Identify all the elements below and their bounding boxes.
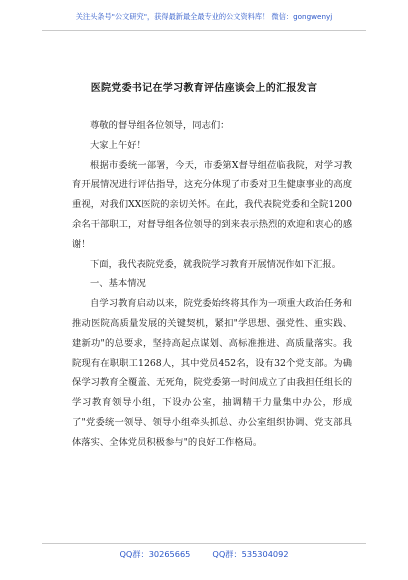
header-divider (42, 30, 366, 31)
footer-divider (42, 543, 366, 544)
section-heading: 一、基本情况 (90, 278, 146, 290)
salutation: 尊敬的督导组各位领导，同志们： (90, 120, 230, 131)
paragraph-basic-info: 自学习教育启动以来，院党委始终将其作为一项重大政治任务和推动医院高质量发展的关键契机，紧扣"学思想、强党性、重实践、建新功"的总要求，坚持高起点谋划、高标准推进、高质量落实。我院现有在职职工1268人，其中党员452名，设有32个党支部。为确保学习教育全覆盖、无死角，院党委第一时间成立了由我担任组长的学习教育领导小组，下设办公室，抽调精干力量集中办公，形成了"党委统一领导、领导小组牵头抓总、办公室组织协调、党支部具体落实、全体党员积极参与"的良好工作格局。 (72, 298, 352, 448)
greeting: 大家上午好！ (90, 139, 146, 151)
top-banner: 关注头条号"公文研究"，获得最新最全最专业的公文资料库！ 微信：gongwenyj (75, 12, 333, 21)
footer-qq-group-1: QQ群：30265665 (119, 549, 191, 559)
paragraph-transition: 下面，我代表院党委，就我院学习教育开展情况作如下汇报。 (90, 258, 342, 270)
paragraph-intro: 根据市委统一部署，今天，市委第X督导组莅临我院，对学习教育开展情况进行评估指导，这充分体现了市委对卫生健康事业的高度重视，对我们XX医院的亲切关怀。在此，我代表院党委和全院1200余名干部职工，对督导组各位领导的到来表示热烈的欢迎和衷心的感谢！ (72, 159, 352, 250)
document-title: 医院党委书记在学习教育评估座谈会上的汇报发言 (90, 83, 318, 94)
document-body (72, 116, 352, 453)
footer-qq-group-2: QQ群：535304092 (212, 549, 289, 559)
footer-contacts (0, 549, 408, 560)
